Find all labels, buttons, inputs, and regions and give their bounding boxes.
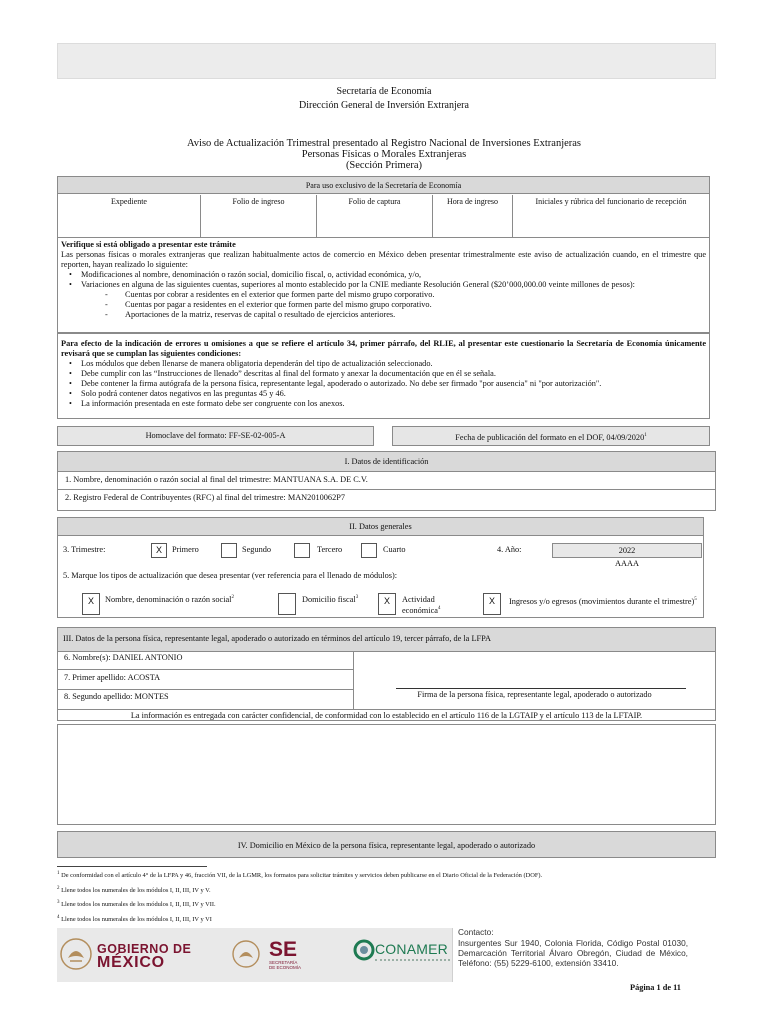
field-nombre-razon-social: 1. Nombre, denominación o razón social al final del trimestre: MANTUANA S.A. DE C.V. [58,472,715,490]
checkbox-segundo[interactable] [221,543,237,558]
contact-title: Contacto: [458,927,494,937]
verify-section [57,237,710,333]
checkbox-primero[interactable]: X [151,543,167,558]
checkbox-tercero[interactable] [294,543,310,558]
trimestre-tercero-label: Tercero [317,545,343,554]
se-logo-emblem [232,940,260,970]
verify-dash: - Aportaciones de la matriz, reservas de capital o resultado de ejercicios anteriores. [61,310,706,320]
checkbox-actividad-economica[interactable]: X [378,593,396,615]
exclusive-use-heading: Para uso exclusivo de la Secretaría de Economía [58,177,709,194]
ministry-name: Secretaría de Economía [336,86,432,97]
directorate-name: Dirección General de Inversión Extranjera [299,100,469,111]
footnote-3: $^3$ Llene todos los numerales de los módulos I, II, III, IV y VII. [57,900,216,909]
tipo-domicilio-text: Domicilio fiscal [302,595,356,604]
anio-label: 4. Año: [497,545,522,554]
verify-dash: - Cuentas por pagar a residentes en el exterior que formen parte del mismo grupo corporativo. [61,300,706,310]
errors-section [57,333,710,419]
conamer-logo-text: CONAMER [375,941,448,957]
tipos-label: 5. Marque los tipos de actualización que desea presentar (ver referencia para el llenado de módulos): [63,571,398,580]
section-identificacion [57,451,716,511]
checkbox-cuarto[interactable] [361,543,377,558]
verify-heading: Verifique si está obligado a presentar este trámite [61,240,236,249]
footnote-2: $^2$ Llene todos los numerales de los módulos I, II, III, IV y V. [57,885,211,894]
field-segundo-apellido: 8. Segundo apellido: MONTES [58,690,354,709]
blank-area [57,724,716,825]
gobierno-logo-line1: GOBIERNO DE [97,942,192,956]
firma-line [396,688,686,689]
tipo-domicilio-label [302,595,358,605]
errors-bullet: • La información presentada en este formato debe ser congruente con los anexos. [61,399,706,409]
field-primer-apellido: 7. Primer apellido: ACOSTA [58,670,354,690]
col-hora-ingreso: Hora de ingreso [433,195,513,237]
tipo-nombre-text: Nombre, denominación o razón social [105,595,232,604]
exclusive-use-table [57,176,710,238]
se-logo-text: SE [269,938,298,961]
footnote-4: $^4$ Llene todos los numerales de los módulos I, II, III, IV y VI [57,914,212,923]
footnote-separator [57,866,207,867]
page-number: Página 1 de 11 [630,983,681,992]
section-i-title: I. Datos de identificación [58,452,715,472]
col-expediente: Expediente [58,195,201,237]
checkbox-ingresos-egresos[interactable]: X [483,593,501,615]
fecha-publicacion-text: Fecha de publicación del formato en el DOF, 04/09/2020 [455,432,645,442]
anio-field[interactable]: 2022 [552,543,702,558]
tipo-nombre-ref: 2 [231,595,234,601]
conamer-ring-icon [353,939,377,961]
errors-bullet: • Debe contener la firma autógrafa de la persona física, representante legal, apoderado o autorizado. No debe ser firmado "por ausencia" ni "por autorización". [61,379,706,389]
field-rfc: 2. Registro Federal de Contribuyentes (RFC) al final del trimestre: MAN2010062P7 [65,493,345,502]
checkbox-nombre-razon[interactable]: X [82,593,100,615]
confidential-note: La información es entregada con carácter confidencial, de conformidad con lo establecido en el artículo 116 de la LGTAIP y el artículo 113 de la LFTAIP. [58,709,715,720]
errors-bullet: • Debe cumplir con las “Instrucciones de llenado” descritas al final del formato y anexar la documentación que en él se señala. [61,369,706,379]
col-folio-captura: Folio de captura [317,195,433,237]
checkbox-domicilio-fiscal[interactable] [278,593,296,615]
col-iniciales: Iniciales y rúbrica del funcionario de recepción [535,197,687,206]
tipo-ingresos-ref: 5 [694,597,697,602]
tipo-actividad-label [402,595,464,615]
trimestre-segundo-label: Segundo [242,545,272,554]
section-persona [57,627,716,721]
errors-bullet: • Solo podrá contener datos negativos en las preguntas 45 y 46. [61,389,706,399]
tipo-nombre-label [105,595,234,605]
contact-text: Insurgentes Sur 1940, Colonia Florida, Código Postal 01030, Demarcación Territorial Álvaro Obregón, Ciudad de México, Teléfono: (55) 5229-6100, extensión 33410. [458,938,688,968]
section-ii-title: II. Datos generales [58,518,703,536]
field-nombres: 6. Nombre(s): DANIEL ANTONIO [58,652,354,670]
homoclave-box: Homoclave del formato: FF-SE-02-005-A [57,426,374,446]
verify-dash: - Cuentas por cobrar a residentes en el exterior que formen parte del mismo grupo corporativo. [61,290,706,300]
se-logo-sub1: SECRETARÍA [269,960,298,965]
tipo-actividad-text: Actividad económica [402,595,438,615]
tipo-actividad-ref: 4 [437,606,441,611]
section-datos-generales [57,517,704,618]
form-subtitle: Personas Físicas o Morales Extranjeras [301,149,467,160]
form-title: Aviso de Actualización Trimestral presentado al Registro Nacional de Inversiones Extranjeras [186,138,582,149]
gobierno-de-mexico-logo [60,938,92,972]
eagle-emblem-icon [232,940,260,968]
conamer-logo-emblem [353,939,377,963]
footnote-1: $^1$ De conformidad con el artículo 4° de la LFPA y 46, fracción VII, de la LGMR, los formatos para solicitar trámites y servicios deben publicarse en el Diario Oficial de la Federación (DOF). [57,871,543,880]
footer-band [57,928,716,982]
fecha-footnote-ref: 1 [644,433,647,438]
gobierno-logo-line2: MÉXICO [97,954,165,971]
se-logo-sub2: DE ECONOMÍA [269,965,302,970]
trimestre-label: 3. Trimestre: [63,545,106,554]
verify-bullet: • Variaciones en alguna de las siguientes cuentas, superiores al monto establecido por la CNIE mediante Resolución General ($20’000,000.00 veinte millones de pesos): [61,280,706,290]
conamer-tagline-line [375,959,450,961]
anio-caption: AAAA [615,559,639,568]
errors-heading: Para efecto de la indicación de errores u omisiones a que se refiere el artículo 34, primer párrafo, del RLIE, al presentar este cuestionario la Secretaría de Economía únicamente revisará que se cumplan las siguientes condiciones: [61,339,706,358]
section-iii-title: III. Datos de la persona física, representante legal, apoderado o autorizado en términos del artículo 19, tercer párrafo, de la LFPA [58,628,715,652]
col-folio-ingreso: Folio de ingreso [201,195,317,237]
errors-bullet: • Los módulos que deben llenarse de manera obligatoria dependerán del tipo de actualización seleccionado. [61,359,706,369]
tipo-ingresos-text: Ingresos y/o egresos (movimientos durante el trimestre) [509,596,695,606]
trimestre-cuarto-label: Cuarto [383,545,406,554]
trimestre-primero-label: Primero [172,545,199,554]
firma-label: Firma de la persona física, representante legal, apoderado o autorizado [417,690,652,699]
verify-bullet: • Modificaciones al nombre, denominación o razón social, domicilio fiscal, o, actividad económica, y/o, [61,270,706,280]
fecha-publicacion-box [392,426,710,446]
form-section-label: (Sección Primera) [345,160,423,171]
eagle-emblem-icon [60,938,92,970]
tipo-domicilio-ref: 3 [355,595,359,601]
tipo-ingresos-label [509,595,700,606]
section-iv-title: IV. Domicilio en México de la persona física, representante legal, apoderado o autorizado [57,831,716,858]
header-band [57,43,716,79]
verify-intro: Las personas físicas o morales extranjeras que realizan habitualmente actos de comercio en México deben presentar trimestralmente este aviso de actualización cuando, en el trimestre que reporten, hayan realizado lo siguiente: [61,250,706,269]
contact-box [452,928,716,982]
